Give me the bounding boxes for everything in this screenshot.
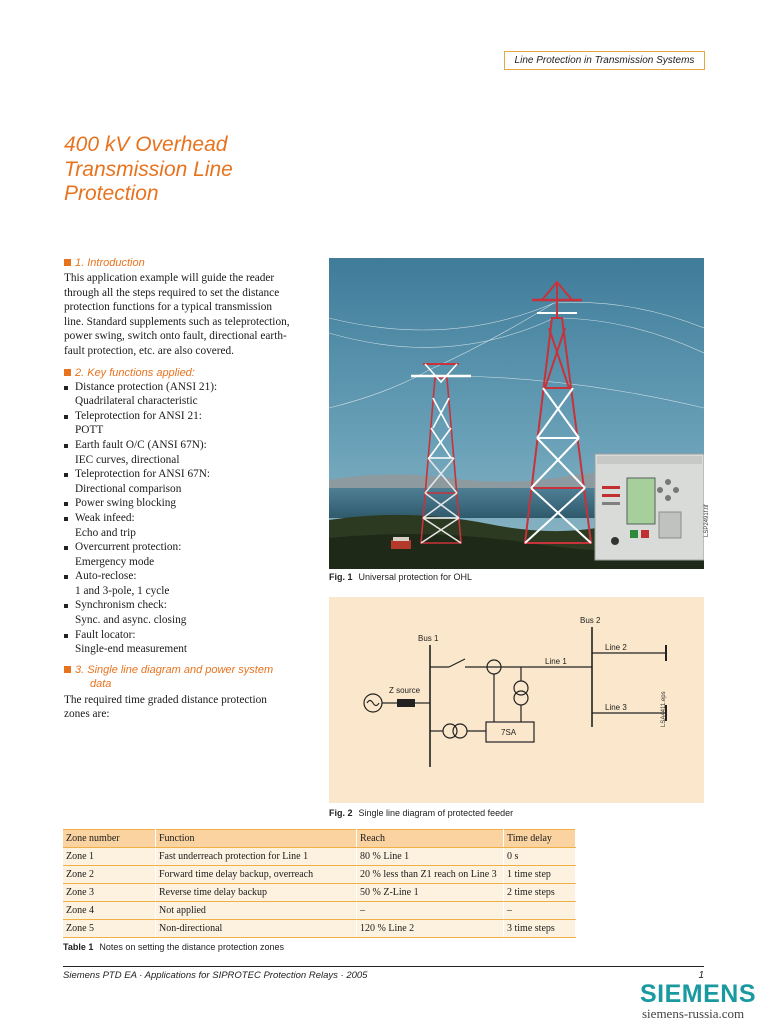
list-item: Teleprotection for ANSI 67N: Directional comparison [64, 467, 319, 496]
table-cell: Zone 1 [63, 848, 156, 866]
bullet-icon [64, 415, 68, 419]
table-row [63, 902, 576, 920]
bullet-icon [64, 604, 68, 608]
transmission-tower-photo [329, 258, 704, 569]
table-cell: – [357, 902, 504, 920]
table-cell: Zone 3 [63, 884, 156, 902]
single-line-paragraph: The required time graded distance protection zones are: [64, 693, 267, 721]
key-functions-list [64, 380, 319, 657]
bus2-label: Bus 2 [580, 616, 601, 625]
section-heading-single-line: 3. Single line diagram and power system data [64, 663, 319, 691]
list-item: Weak infeed: Echo and trip [64, 511, 319, 540]
bullet-icon [64, 634, 68, 638]
relay-7sa-label: 7SA [501, 728, 517, 737]
title-line: Transmission Line [64, 157, 233, 181]
list-item: Fault locator: Single-end measurement [64, 628, 319, 657]
table-cell: 120 % Line 2 [357, 920, 504, 938]
section-heading-key-functions: 2. Key functions applied: [64, 366, 319, 380]
list-item: Earth fault O/C (ANSI 67N): IEC curves, directional [64, 438, 319, 467]
footer-divider [63, 966, 704, 967]
page-number: 1 [698, 970, 704, 981]
bullet-icon [64, 546, 68, 550]
table-cell: 0 s [504, 848, 576, 866]
bullet-icon [64, 386, 68, 390]
table-cell: Zone 5 [63, 920, 156, 938]
column-header: Reach [357, 830, 504, 848]
left-column [64, 256, 319, 722]
siemens-logo: SIEMENS [640, 980, 757, 1008]
list-item: Synchronism check: Sync. and async. closing [64, 598, 319, 627]
table-row [63, 884, 576, 902]
table-cell: 1 time step [504, 866, 576, 884]
bullet-icon [64, 517, 68, 521]
line3-label: Line 3 [605, 703, 627, 712]
column-header: Time delay [504, 830, 576, 848]
figure1-caption: Fig. 1 Universal protection for OHL [329, 572, 473, 582]
title-line: Protection [64, 182, 159, 205]
running-title-box [504, 51, 705, 70]
table-row [63, 848, 576, 866]
table-header-row [63, 830, 576, 848]
diagram-svg [329, 597, 704, 803]
square-bullet-icon [64, 259, 71, 266]
table-cell: Reverse time delay backup [156, 884, 357, 902]
table-row [63, 920, 576, 938]
table-cell: – [504, 902, 576, 920]
figure1-code-side: LSP2491f.tif [704, 504, 710, 537]
running-title: Line Protection in Transmission Systems [514, 55, 695, 66]
photo-illustration [329, 258, 704, 569]
list-item: Auto-reclose: 1 and 3-pole, 1 cycle [64, 569, 319, 598]
page-title [64, 133, 324, 207]
table-cell: Fast underreach protection for Line 1 [156, 848, 357, 866]
table-cell: Non-directional [156, 920, 357, 938]
bullet-icon [64, 444, 68, 448]
table-cell: 3 time steps [504, 920, 576, 938]
line1-label: Line 1 [545, 657, 567, 666]
column-header: Function [156, 830, 357, 848]
bullet-icon [64, 502, 68, 506]
single-line-diagram [329, 597, 704, 803]
table-cell: 80 % Line 1 [357, 848, 504, 866]
table-cell: 20 % less than Z1 reach on Line 3 [357, 866, 504, 884]
table-cell: 50 % Z-Line 1 [357, 884, 504, 902]
zsource-label: Z source [389, 686, 421, 695]
zones-table [63, 829, 576, 938]
figure2-code: LSA4411.eps [661, 691, 667, 727]
figure2-caption: Fig. 2 Single line diagram of protected feeder [329, 808, 514, 818]
bullet-icon [64, 473, 68, 477]
title-line: 400 kV Overhead [64, 133, 228, 156]
relay-device-image [595, 454, 704, 560]
table-cell: Zone 4 [63, 902, 156, 920]
table-cell: Forward time delay backup, overreach [156, 866, 357, 884]
table-row [63, 866, 576, 884]
table-cell: Not applied [156, 902, 357, 920]
list-item: Power swing blocking [64, 496, 319, 511]
bus1-label: Bus 1 [418, 634, 439, 643]
intro-paragraph: This application example will guide the reader through all the steps required to set the distance protection functions for a typical transmission line. Standard supplements such as teleprotection, power swing, switch onto fault, directional earth- fault protection, etc. are also covered. [64, 272, 290, 357]
column-header: Zone number [63, 830, 156, 848]
footer-text: Siemens PTD EA · Applications for SIPROTEC Protection Relays · 2005 [63, 970, 368, 981]
watermark-text: siemens-russia.com [642, 1006, 745, 1021]
list-item: Distance protection (ANSI 21): Quadrilateral characteristic [64, 380, 319, 409]
square-bullet-icon [64, 369, 71, 376]
square-bullet-icon [64, 666, 71, 673]
table-cell: 2 time steps [504, 884, 576, 902]
line2-label: Line 2 [605, 643, 627, 652]
table-cell: Zone 2 [63, 866, 156, 884]
table-caption: Table 1 Notes on setting the distance protection zones [63, 942, 284, 952]
list-item: Teleprotection for ANSI 21: POTT [64, 409, 319, 438]
list-item: Overcurrent protection: Emergency mode [64, 540, 319, 569]
bullet-icon [64, 575, 68, 579]
section-heading-intro: 1. Introduction [64, 256, 319, 270]
